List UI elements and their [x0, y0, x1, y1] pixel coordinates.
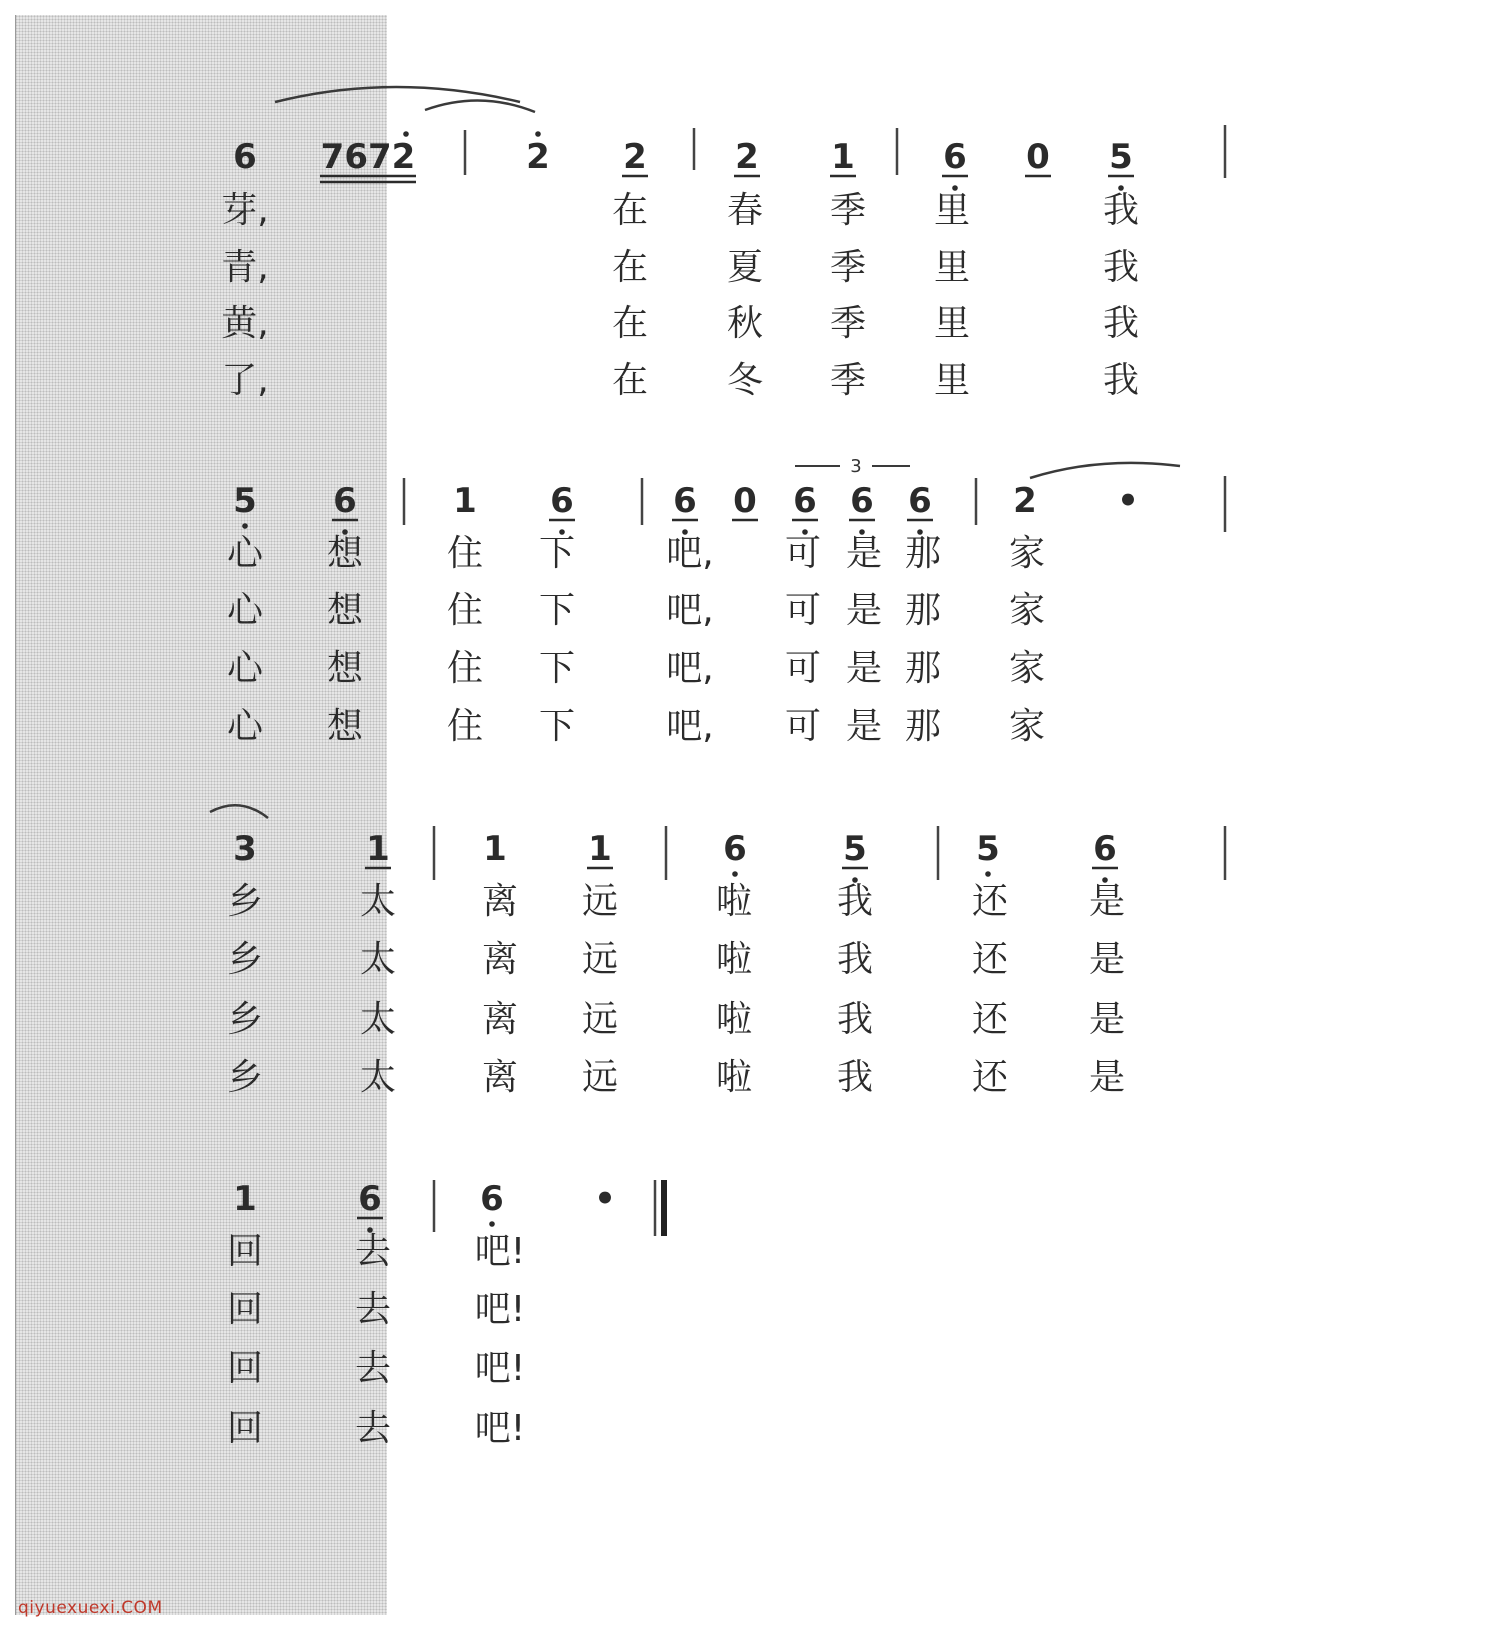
- lyric-syllable: 是: [845, 648, 883, 689]
- lyric-syllable: 住: [446, 590, 484, 631]
- lyric-syllable: 里: [933, 190, 971, 231]
- lyric-syllable: 想: [326, 706, 364, 747]
- lyric-syllable: 下: [538, 648, 576, 689]
- lyric-syllable: 了,: [221, 360, 269, 401]
- note: 6: [358, 1179, 382, 1219]
- lyric-syllable: 回: [226, 1408, 264, 1449]
- note: •: [594, 1179, 616, 1219]
- lyric-syllable: 青,: [221, 247, 269, 288]
- note: 6: [550, 481, 574, 521]
- note: 1: [366, 829, 390, 869]
- lyric-syllable: 下: [538, 533, 576, 574]
- note: 6: [908, 481, 932, 521]
- lyric-syllable: 那: [904, 706, 942, 747]
- lyric-syllable: 心: [226, 590, 264, 631]
- lyric-syllable: 里: [933, 303, 971, 344]
- lyric-syllable: 我: [836, 881, 874, 922]
- lyric-syllable: 吧,: [666, 706, 714, 747]
- lyric-syllable: 在: [611, 247, 649, 288]
- lyric-syllable: 里: [933, 247, 971, 288]
- octave-dot-below: [985, 871, 991, 877]
- note: 6: [333, 481, 357, 521]
- lyric-syllable: 回: [226, 1231, 264, 1272]
- lyric-syllable: 在: [611, 360, 649, 401]
- lyric-syllable: 是: [845, 706, 883, 747]
- lyric-syllable: 是: [845, 590, 883, 631]
- lyric-syllable: 离: [481, 881, 519, 922]
- lyric-syllable: 我: [1102, 360, 1140, 401]
- lyric-syllable: 冬: [726, 360, 764, 401]
- lyric-syllable: 啦: [715, 1057, 753, 1098]
- lyric-syllable: 是: [1088, 999, 1126, 1040]
- lyric-syllable: 还: [971, 939, 1009, 980]
- lyric-syllable: 还: [971, 881, 1009, 922]
- lyric-syllable: 乡: [226, 939, 264, 980]
- octave-dot-above: [535, 131, 541, 137]
- lyric-syllable: 那: [904, 648, 942, 689]
- note: 6: [723, 829, 747, 869]
- watermark: qiyuexuexi.COM: [18, 1598, 163, 1618]
- lyric-syllable: 我: [1102, 190, 1140, 231]
- lyric-syllable: 想: [326, 648, 364, 689]
- note: 3: [233, 829, 257, 869]
- lyric-syllable: 在: [611, 303, 649, 344]
- slur: [210, 805, 268, 818]
- lyric-syllable: 我: [836, 939, 874, 980]
- lyric-syllable: 季: [829, 303, 867, 344]
- lyric-syllable: 我: [1102, 303, 1140, 344]
- lyric-syllable: 太: [359, 881, 397, 922]
- lyric-syllable: 可: [784, 706, 822, 747]
- lyric-syllable: 吧,: [666, 590, 714, 631]
- lyric-syllable: 想: [326, 533, 364, 574]
- lyric-syllable: 家: [1008, 706, 1046, 747]
- lyric-syllable: 啦: [715, 881, 753, 922]
- lyric-syllable: 我: [1102, 247, 1140, 288]
- note: 1: [831, 137, 855, 177]
- lyric-syllable: 季: [829, 360, 867, 401]
- lyric-syllable: 太: [359, 999, 397, 1040]
- lyric-syllable: 住: [446, 533, 484, 574]
- lyric-syllable: 心: [226, 706, 264, 747]
- lyric-syllable: 可: [784, 533, 822, 574]
- lyric-syllable: 是: [1088, 881, 1126, 922]
- lyric-syllable: 离: [481, 939, 519, 980]
- lyric-syllable: 回: [226, 1289, 264, 1330]
- note: 6: [850, 481, 874, 521]
- lyric-syllable: 啦: [715, 939, 753, 980]
- lyric-syllable: 去: [354, 1408, 392, 1449]
- note: 5: [1109, 137, 1133, 177]
- note: 0: [733, 481, 757, 521]
- note: 6: [480, 1179, 504, 1219]
- lyric-syllable: 去: [354, 1231, 392, 1272]
- lyric-syllable: 吧!: [474, 1289, 526, 1330]
- lyric-syllable: 我: [836, 999, 874, 1040]
- lyric-syllable: 太: [359, 939, 397, 980]
- lyric-syllable: 还: [971, 1057, 1009, 1098]
- lyric-syllable: 远: [581, 999, 619, 1040]
- lyric-syllable: 可: [784, 590, 822, 631]
- lyric-syllable: 去: [354, 1289, 392, 1330]
- lyric-syllable: 春: [726, 190, 764, 231]
- note: 1: [453, 481, 477, 521]
- lyric-syllable: 心: [226, 533, 264, 574]
- lyric-syllable: 家: [1008, 533, 1046, 574]
- lyric-syllable: 远: [581, 1057, 619, 1098]
- note: •: [1117, 481, 1139, 521]
- lyric-syllable: 去: [354, 1348, 392, 1389]
- octave-dot-below: [489, 1221, 495, 1227]
- note: 6: [1093, 829, 1117, 869]
- note: 6: [943, 137, 967, 177]
- lyric-syllable: 芽,: [221, 190, 269, 231]
- lyric-syllable: 里: [933, 360, 971, 401]
- lyric-syllable: 心: [226, 648, 264, 689]
- note: 2: [623, 137, 647, 177]
- lyric-syllable: 我: [836, 1057, 874, 1098]
- lyric-syllable: 想: [326, 590, 364, 631]
- octave-dot-above: [403, 131, 409, 137]
- lyric-syllable: 秋: [726, 303, 764, 344]
- note: 1: [483, 829, 507, 869]
- lyric-syllable: 下: [538, 590, 576, 631]
- lyric-syllable: 季: [829, 247, 867, 288]
- lyric-syllable: 下: [538, 706, 576, 747]
- lyric-syllable: 吧,: [666, 648, 714, 689]
- lyric-syllable: 还: [971, 999, 1009, 1040]
- lyric-syllable: 吧!: [474, 1231, 526, 1272]
- note: 6: [673, 481, 697, 521]
- note: 5: [233, 481, 257, 521]
- lyric-syllable: 吧!: [474, 1408, 526, 1449]
- note: 6: [793, 481, 817, 521]
- lyric-syllable: 太: [359, 1057, 397, 1098]
- note: 1: [233, 1179, 257, 1219]
- lyric-syllable: 远: [581, 881, 619, 922]
- lyric-syllable: 回: [226, 1348, 264, 1389]
- lyric-syllable: 那: [904, 533, 942, 574]
- note: 2: [526, 137, 550, 177]
- lyric-syllable: 家: [1008, 648, 1046, 689]
- lyric-syllable: 可: [784, 648, 822, 689]
- lyric-syllable: 乡: [226, 999, 264, 1040]
- lyric-syllable: 乡: [226, 1057, 264, 1098]
- lyric-syllable: 夏: [726, 247, 764, 288]
- lyric-syllable: 是: [1088, 1057, 1126, 1098]
- note: 2: [1013, 481, 1037, 521]
- lyric-syllable: 吧!: [474, 1348, 526, 1389]
- octave-dot-below: [242, 523, 248, 529]
- lyric-syllable: 家: [1008, 590, 1046, 631]
- slur: [1030, 463, 1180, 478]
- lyric-syllable: 乡: [226, 881, 264, 922]
- lyric-syllable: 黄,: [221, 303, 269, 344]
- note: 5: [843, 829, 867, 869]
- lyric-syllable: 住: [446, 706, 484, 747]
- note: 7672: [320, 137, 416, 177]
- lyric-syllable: 在: [611, 190, 649, 231]
- lyric-syllable: 啦: [715, 999, 753, 1040]
- note: 0: [1026, 137, 1050, 177]
- note: 1: [588, 829, 612, 869]
- octave-dot-below: [732, 871, 738, 877]
- triplet-number: 3: [850, 456, 862, 477]
- lyric-syllable: 远: [581, 939, 619, 980]
- lyric-syllable: 季: [829, 190, 867, 231]
- note: 2: [735, 137, 759, 177]
- lyric-syllable: 吧,: [666, 533, 714, 574]
- lyric-syllable: 那: [904, 590, 942, 631]
- lyric-syllable: 住: [446, 648, 484, 689]
- lyric-syllable: 离: [481, 999, 519, 1040]
- note: 6: [233, 137, 257, 177]
- lyrics-layer: [221, 190, 1139, 1449]
- lyric-syllable: 是: [845, 533, 883, 574]
- note: 5: [976, 829, 1000, 869]
- lyric-syllable: 是: [1088, 939, 1126, 980]
- lyric-syllable: 离: [481, 1057, 519, 1098]
